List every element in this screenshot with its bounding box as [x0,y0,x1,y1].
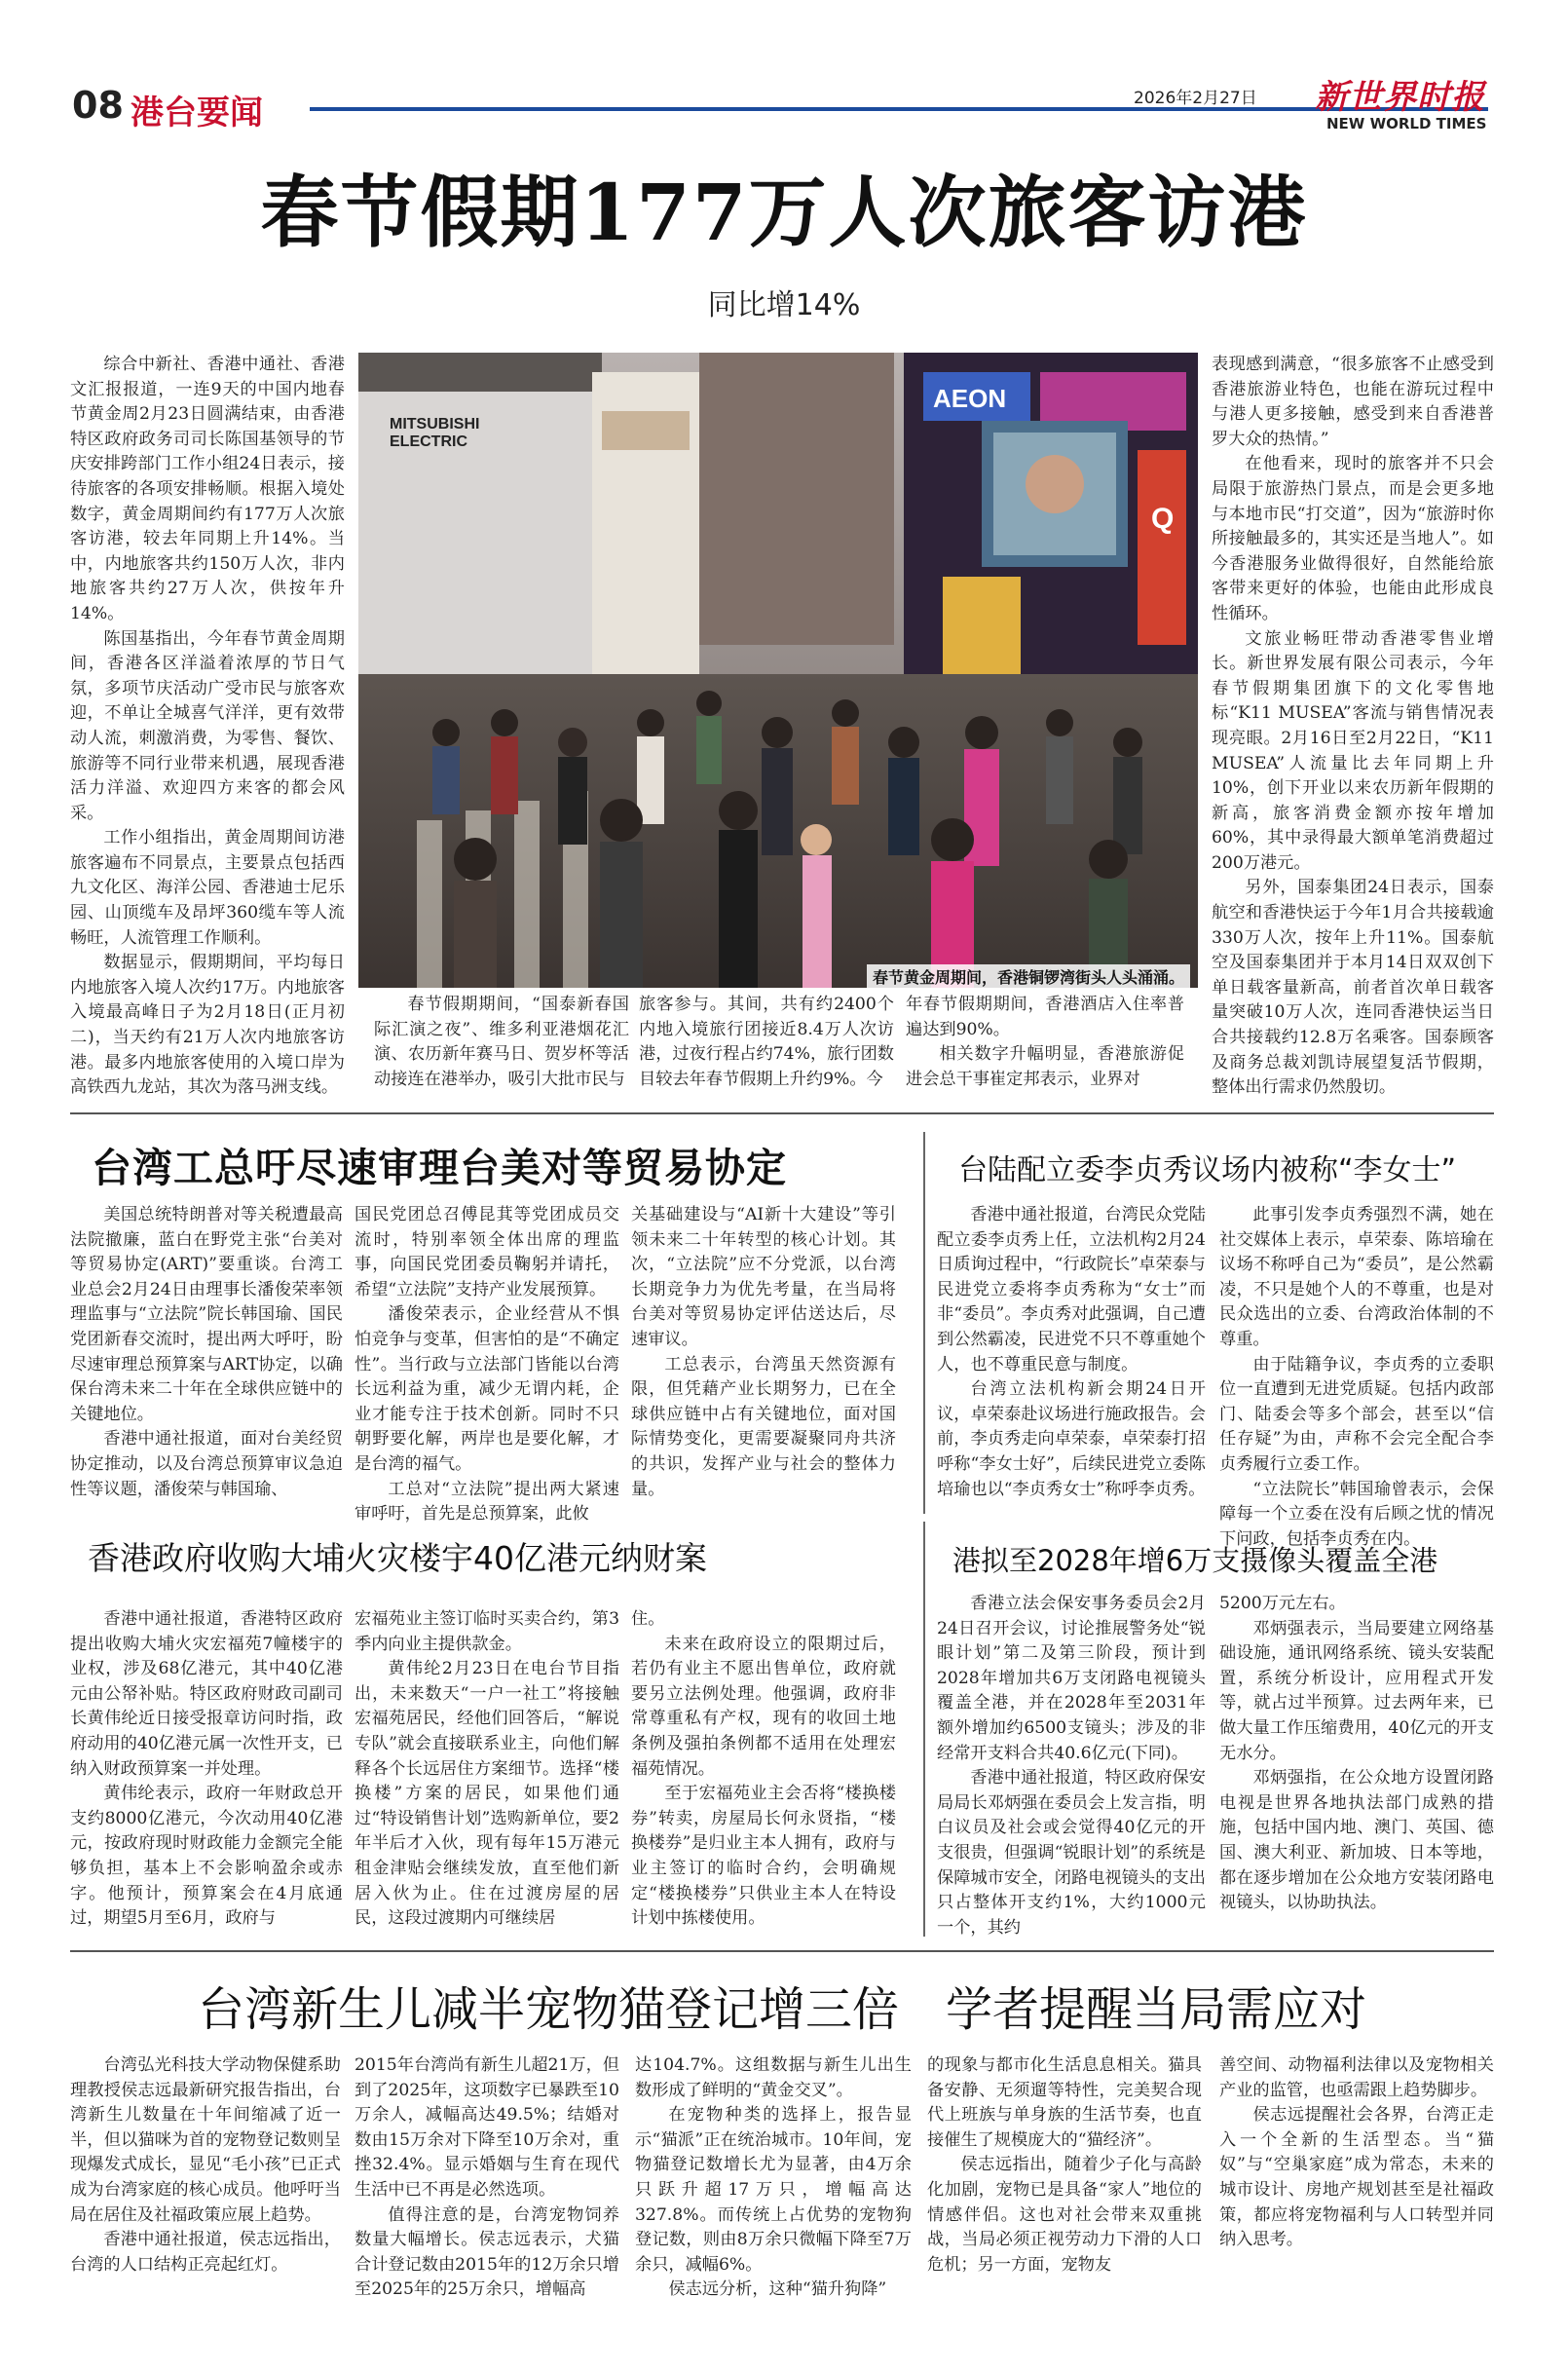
trade-column-1: 美国总统特朗普对等关税遭最高法院撤廉，蓝白在野党主张“台美对等贸易协定(ART)”要重谈。台湾工业总会2月24日由理事长潘俊荣率领理监事与“立法院”院长韩国瑜、国民党团新春交流时，提出两大呼吁，盼尽速审理总预算案与ART协定，以确保台湾未来二十年在全球供应链中的关键地位。 香港中通社报道，面对台美经贸协定推动，以及台湾总预算审议急迫性等议题，潘俊荣与韩国瑜、 [70,1205,343,1499]
cctv-column-2: 5200万元左右。 邓炳强表示，当局要建立网络基础设施，通讯网络系统、镜头安装配置，系统分析设计，应用程式开发等，就占过半预算。过去两年来，已做大量工作压缩费用，40亿元的开支无水分。 邓炳强指，在公众地方设置闭路电视是世界各地执法部门成熟的措施，包括中国内地、澳门、英国、德国、澳大利亚、新加坡、日本等地，都在逐步增加在公众地方安装闭路电视镜头，以协助执法。 [1219,1594,1494,1913]
pets-column-5: 善空间、动物福利法律以及宠物相关产业的监管，也亟需跟上趋势脚步。 侯志远提醒社会各界，台湾正走入一个全新的生活型态。当“猫奴”与“空巢家庭”成为常态，未来的城市设计、房地产规划甚至是社福政策，都应将宠物福利与人口转型并同纳入思考。 [1219,2055,1494,2250]
page-number: 08 [72,84,124,127]
page-header [0,0,1568,136]
street-crowd-photo [358,353,1198,988]
li-column-1: 香港中通社报道，台湾民众党陆配立委李贞秀上任，立法机构2月24日质询过程中，“行政院长”卓荣泰与民进党立委将李贞秀称为“女士”而非“委员”。李贞秀对此强调，自己遭到公然霸凌，民进党不只不尊重她个人，也不尊重民意与制度。 台湾立法机构新会期24日开议，卓荣泰赴议场进行施政报告。会前，李贞秀走向卓荣泰，卓荣泰打招呼称“李女士好”，后续民进党立委陈培瑜也以“李贞秀女士”称呼李贞秀。 [937,1205,1206,1499]
li-column-2: 此事引发李贞秀强烈不满，她在社交媒体上表示，卓荣泰、陈培瑜在议场不称呼自己为“委员”，是公然霸凌，不只是她个人的不尊重，也是对民众选出的立委、台湾政治体制的不尊重。 由于陆籍争议，李贞秀的立委职位一直遭到无进党质疑。包括内政部门、陆委会等多个部会，甚至以“信任存疑”为由，声称不会完全配合李贞秀履行立委工作。 “立法院长”韩国瑜曾表示，会保障每一个立委在没有后顾之忧的情况下问政，包括李贞秀在内。 [1219,1205,1494,1549]
issue-date: 2026年2月27日 [1134,89,1257,108]
electric-sign: ELECTRIC [390,433,467,450]
lead-column-2: 春节假期期间，“国泰新春国际汇演之夜”、维多利亚港烟花汇演、农历新年赛马日、贺岁杯等活动接连在港举办，吸引大批市民与 [374,995,629,1089]
masthead-english: NEW WORLD TIMES [1326,115,1487,132]
taipo-column-1: 香港中通社报道，香港特区政府提出收购大埔火灾宏福苑7幢楼宇的业权，涉及68亿港元，其中40亿港元由公帑补贴。特区政府财政司副司长黄伟纶近日接受报章访问时指，政府动用的40亿港元属一次性开支，已纳入财政预算案一并处理。 黄伟纶表示，政府一年财政总开支约8000亿港元，今次动用40亿港元，按政府现时财政能力金额完全能够负担，基本上不会影响盈余或赤字。他预计，预算案会在4月底通过，期望5月至6月，政府与 [70,1609,343,1929]
cctv-headline: 港拟至2028年增6万支摄像头覆盖全港 [952,1544,1438,1577]
photo-caption: 春节黄金周期间，香港铜锣湾街头人头涌涌。 [867,964,1190,989]
trade-column-2: 国民党团总召傅昆萁等党团成员交流时，特别率领全体出席的理监事，向国民党团委员鞠躬并请托，希望“立法院”支持产业发展预算。 潘俊荣表示，企业经营从不惧怕竞争与变革，但害怕的是“不确定性”。当行政与立法部门皆能以台湾长远利益为重，减少无谓内耗，企业才能专注于技术创新。同时不只朝野要化解，两岸也是要化解，才是台湾的福气。 工总对“立法院”提出两大紧速审呼吁，首先是总预算案，此攸 [355,1205,619,1525]
divider-middle [70,1950,1494,1952]
cctv-column-1: 香港立法会保安事务委员会2月24日召开会议，讨论推展警务处“锐眼计划”第二及第三阶段，预计到2028年增加共6万支闭路电视镜头覆盖全港，并在2028年至2031年额外增加约6500支镜头；涉及的非经常开支料合共40.6亿元(下同)。 香港中通社报道，特区政府保安局局长邓炳强在委员会上发言指，明白议员及社会或会觉得40亿元的开支很贵，但强调“锐眼计划”的系统是保障城市安全，闭路电视镜头的支出只占整体开支约1%，大约1000元一个，其约 [937,1594,1206,1938]
lead-photo [358,353,1198,988]
lead-subheadline: 同比增14% [707,288,861,322]
pets-column-1: 台湾弘光科技大学动物保健系助理教授侯志远最新研究报告指出，台湾新生儿数量在十年间缩减了近一半，但以猫咪为首的宠物登记数则呈现爆发式成长，显见“毛小孩”已正式成为台湾家庭的核心成员。他呼吁当局在居住及社福政策应展上趋势。 香港中通社报道，侯志远指出，台湾的人口结构正亮起红灯。 [70,2055,341,2275]
pets-column-4: 的现象与都市化生活息息相关。猫具备安静、无须遛等特性，完美契合现代上班族与单身族的生活节奏，也直接催生了规模庞大的“猫经济”。 侯志远指出，随着少子化与高龄化加剧，宠物已是具备“家人”地位的情感伴侣。这也对社会带来双重挑战，当局必须正视劳动力下滑的人口危机；另一方面，宠物友 [927,2055,1202,2275]
trade-headline: 台湾工总吁尽速审理台美对等贸易协定 [92,1145,787,1191]
aeon-sign: AEON [933,384,1007,413]
taipo-headline: 香港政府收购大埔火灾楼宇40亿港元纳财案 [88,1539,707,1577]
li-headline: 台陆配立委李贞秀议场内被称“李女士” [958,1153,1457,1187]
masthead-logo: 新世界时报 [1315,78,1485,117]
lead-column-5: 表现感到满意，“很多旅客不止感受到香港旅游业特色，也能在游玩过程中与港人更多接触，感受到来自香港普罗大众的热情。” 在他看来，现时的旅客并不只会局限于旅游热门景点，而是会更多地与本地市民“打交道”，因为“旅游时你所接触最多的，其实还是当地人”。如今香港服务业做得很好，自然能给旅客带来更好的体验，也能由此形成良性循环。 文旅业畅旺带动香港零售业增长。新世界发展有限公司表示，今年春节假期集团旗下的文化零售地标“K11 MUSEA”客流与销售情况表现亮眼。2月16日至2月22日，“K11 MUSEA”人流量比去年同期上升10%，创下开业以来农历新年假期的新高，旅客消费金额亦按年增加60%，其中录得最大额单笔消费超过200万港元。 另外，国泰集团24日表示，国泰航空和香港快运于今年1月合共接载逾330万人次，按年上升11%。国泰航空及国泰集团并于本月14日双双创下单日载客量新高，前者首次单日载客量突破10万人次，连同香港快运当日合共接载约12.8万名乘客。国泰顾客及商务总裁刘凯诗展望复活节假期，整体出行需求仍然殷切。 [1212,355,1494,1098]
pets-column-3: 达104.7%。这组数据与新生儿出生数形成了鲜明的“黄金交叉”。 在宠物种类的选择上，报告显示“猫派”正在统治城市。10年间，宠物猫登记数增长尤为显著，由4万余只跃升超17万只，增幅高达327.8%。而传统上占优势的宠物狗登记数，则由8万余只微幅下降至7万余只，减幅6%。 侯志远分析，这种“猫升狗降” [635,2055,912,2300]
trade-column-3: 关基础建设与“AI新十大建设”等引领未来二十年转型的核心计划。其次，“立法院”应不分党派，以台湾长期竞争力为优先考量，在当局将台美对等贸易协定评估送达后，尽速审议。 工总表示，台湾虽天然资源有限，但凭藉产业长期努力，已在全球供应链中占有关键地位，面对国际情势变化，更需要凝聚同舟共济的共识，发挥产业与社会的整体力量。 [631,1205,896,1499]
lead-column-4: 年春节假期期间，香港酒店入住率普遍达到90%。 相关数字升幅明显，香港旅游促进会总干事崔定邦表示，业界对 [906,995,1184,1089]
divider-vertical-bottom [923,1522,925,1937]
pets-column-2: 2015年台湾尚有新生儿超21万，但到了2025年，这项数字已暴跌至10万余人，减幅高达49.5%；结婚对数由15万余对下降至10万余对，重挫32.4%。显示婚姻与生育在现代生活中已不再是必然选项。 值得注意的是，台湾宠物饲养数量大幅增长。侯志远表示，犬猫合计登记数由2015年的12万余只增至2025年的25万余只，增幅高 [355,2055,619,2300]
taipo-column-3: 住。 未来在政府设立的限期过后，若仍有业主不愿出售单位，政府就要另立法例处理。他强调，政府非常尊重私有产权，现有的收回土地条例及强拍条例都不适用在处理宏福苑情况。 至于宏福苑业主会否将“楼换楼券”转卖，房屋局长何永贤指，“楼换楼券”是归业主本人拥有，政府与业主签订的临时合约，会明确规定“楼换楼券”只供业主本人在特设计划中拣楼使用。 [631,1609,896,1929]
photo-caption-bar [358,960,1198,988]
divider-lead [70,1112,1494,1114]
pets-headline: 台湾新生儿减半宠物猫登记增三倍 学者提醒当局需应对 [197,1982,1366,2037]
lead-headline: 春节假期177万人次旅客访港 [260,167,1308,258]
divider-vertical-top [923,1132,925,1514]
lead-column-3: 旅客参与。其间，共有约2400个内地入境旅行团接近8.4万人次访港，过夜行程占约74%，旅行团数目较去年春节假期上升约9%。今 [639,995,894,1089]
header-rule [310,107,1488,111]
section-title: 港台要闻 [131,94,263,132]
mitsubishi-sign: MITSUBISHI [390,416,480,433]
q-sign: Q [1151,503,1175,535]
lead-column-1: 综合中新社、香港中通社、香港文汇报报道，一连9天的中国内地春节黄金周2月23日圆满结束，由香港特区政府政务司司长陈国基领导的节庆安排跨部门工作小组24日表示，接待旅客的各项安排畅顺。根据入境处数字，黄金周期间约有177万人次旅客访港，较去年同期上升14%。当中，内地旅客共约150万人次，非内地旅客共约27万人次，供按年升14%。 陈国基指出，今年春节黄金周期间，香港各区洋溢着浓厚的节日气氛，多项节庆活动广受市民与旅客欢迎，不单让全城喜气洋洋，更有效带动人流，刺激消费，为零售、餐饮、旅游等不同行业带来机遇，展现香港活力洋溢、欢迎四方来客的都会风采。 工作小组指出，黄金周期间访港旅客遍布不同景点，主要景点包括西九文化区、海洋公园、香港迪士尼乐园、山顶缆车及昂坪360缆车等人流畅旺，人流管理工作顺利。 数据显示，假期期间，平均每日内地旅客入境人次约17万。内地旅客入境最高峰日子为2月18日(正月初二)，当天约有21万人次内地旅客访港。最多内地旅客使用的入境口岸为高铁西九龙站，其次为落马洲支线。 [70,355,345,1098]
taipo-column-2: 宏福苑业主签订临时买卖合约，第3季内向业主提供款金。 黄伟纶2月23日在电台节目指出，未来数天“一户一社工”将接触宏福苑居民，经他们回答后，“解说专队”就会直接联系业主，向他们解释各个长远居住方案细节。选择“楼换楼”方案的居民，如果他们通过“特设销售计划”选购新单位，要2年半后才入伙，现有每年15万港元租金津贴会继续发放，直至他们新居入伙为止。住在过渡房屋的居民，这段过渡期内可继续居 [355,1609,619,1929]
